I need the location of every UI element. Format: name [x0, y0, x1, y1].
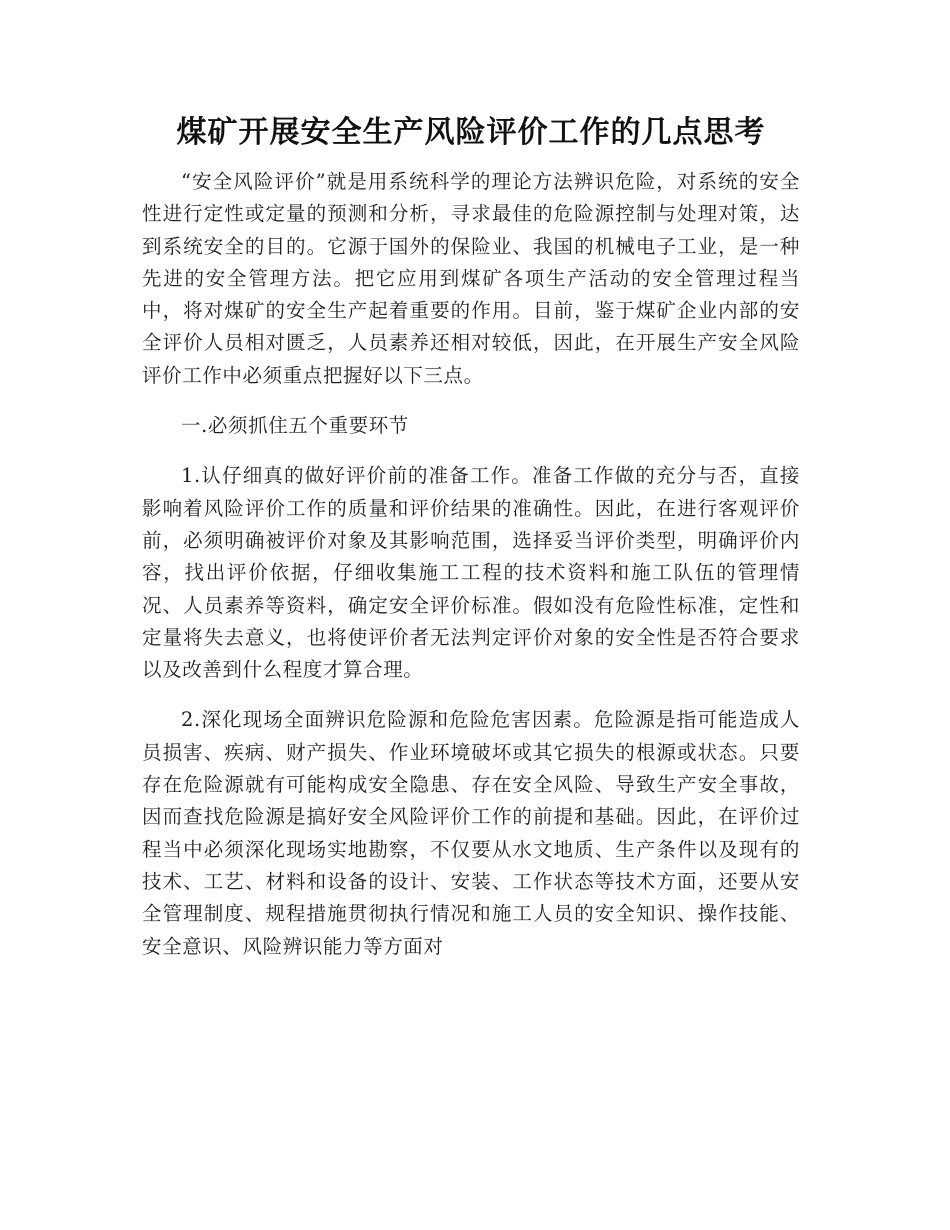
section-heading-1: 一.必须抓住五个重要环节 — [181, 414, 409, 438]
document-title: 煤矿开展安全生产风险评价工作的几点思考 — [176, 115, 766, 150]
intro-paragraph: “安全风险评价”就是用系统科学的理论方法辨识危险，对系统的安全性进行定性或定量的预测和分析，寻求最佳的危险源控制与处理对策，达到系统安全的目的。它源于国外的保险业、我国的机械电子工业，是一种先进的安全管理方法。把它应用到煤矿各项生产活动的安全管理过程当中，将对煤矿的安全生产起着重要的作用。目前，鉴于煤矿企业内部的安全评价人员相对匮乏，人员素养还相对较低，因此，在开展生产安全风险评价工作中必须重点把握好以下三点。 — [142, 170, 800, 387]
paragraph-item-2: 2.深化现场全面辨识危险源和危险危害因素。危险源是指可能造成人员损害、疾病、财产损失、作业环境破坏或其它损失的根源或状态。只要存在危险源就有可能构成安全隐患、存在安全风险、导致生产安全事故，因而查找危险源是搞好安全风险评价工作的前提和基础。因此，在评价过程当中必须深化现场实地勘察，不仅要从水文地质、生产条件以及现有的技术、工艺、材料和设备的设计、安装、工作状态等技术方面，还要从安全管理制度、规程措施贯彻执行情况和施工人员的安全知识、操作技能、安全意识、风险辨识能力等方面对 — [142, 708, 800, 958]
paragraph-item-1: 1.认仔细真的做好评价前的准备工作。准备工作做的充分与否，直接影响着风险评价工作的质量和评价结果的准确性。因此，在进行客观评价前，必须明确被评价对象及其影响范围，选择妥当评价类型，明确评价内容，找出评价依据，仔细收集施工工程的技术资料和施工队伍的管理情况、人员素养等资料，确定安全评价标准。假如没有危险性标准，定性和定量将失去意义，也将使评价者无法判定评价对象的安全性是否符合要求以及改善到什么程度才算合理。 — [142, 464, 800, 682]
document-body — [142, 108, 800, 981]
